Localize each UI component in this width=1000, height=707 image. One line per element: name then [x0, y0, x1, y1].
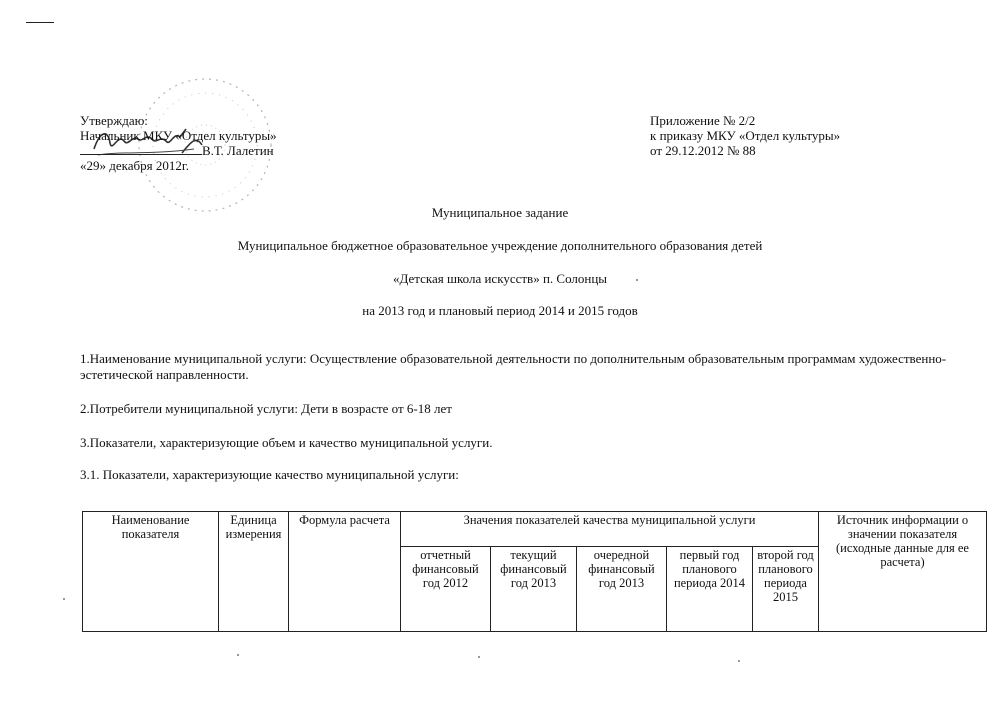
signature-underline [80, 144, 202, 155]
quality-indicators-table [82, 511, 987, 632]
approval-name: В.Т. Лалетин [202, 143, 274, 158]
appendix-number: Приложение № 2/2 [650, 113, 756, 128]
appendix-order-date: от 29.12.2012 № 88 [650, 143, 756, 158]
approval-position: Начальник МКУ «Отдел культуры» [80, 128, 277, 143]
header-unit: Единица измерения [219, 512, 289, 632]
subheader-next-year: очередной финансовый год 2013 [577, 547, 667, 632]
header-values: Значения показателей качества муниципальной услуги [401, 512, 819, 547]
header-formula: Формула расчета [289, 512, 401, 632]
subheader-current-year: текущий финансовый год 2013 [491, 547, 577, 632]
approval-block [80, 113, 277, 173]
table-header-row [83, 512, 987, 547]
approval-signature-line [80, 143, 277, 158]
period-line: на 2013 год и плановый период 2014 и 2015 годов [362, 303, 638, 318]
approval-label: Утверждаю: [80, 113, 148, 128]
header-source: Источник информации о значении показателя (исходные данные для ее расчета) [819, 512, 987, 632]
section-consumers: 2.Потребители муниципальной услуги: Дети в возрасте от 6-18 лет [80, 401, 452, 416]
section-indicators: 3.Показатели, характеризующие объем и качество муниципальной услуги. [80, 435, 493, 450]
section-quality-indicators: 3.1. Показатели, характеризующие качество муниципальной услуги: [80, 467, 459, 482]
document-title: Муниципальное задание [431, 205, 569, 220]
institution-name: Муниципальное бюджетное образовательное учреждение дополнительного образования детей [237, 238, 763, 253]
approval-date: «29» декабря 2012г. [80, 158, 189, 173]
subheader-plan-year-1: первый год планового периода 2014 [667, 547, 753, 632]
corner-dash-mark [26, 22, 54, 23]
subheader-plan-year-2: второй год планового периода 2015 [753, 547, 819, 632]
appendix-order: к приказу МКУ «Отдел культуры» [650, 128, 841, 143]
subheader-report-year: отчетный финансовый год 2012 [401, 547, 491, 632]
school-name: «Детская школа искусств» п. Солонцы [392, 271, 608, 286]
section-service-name: 1.Наименование муниципальной услуги: Осуществление образовательной деятельности по дополнительным образовательным программам художественно-эстетической направленности. [80, 351, 947, 382]
header-indicator-name: Наименование показателя [83, 512, 219, 632]
appendix-block [650, 113, 840, 158]
